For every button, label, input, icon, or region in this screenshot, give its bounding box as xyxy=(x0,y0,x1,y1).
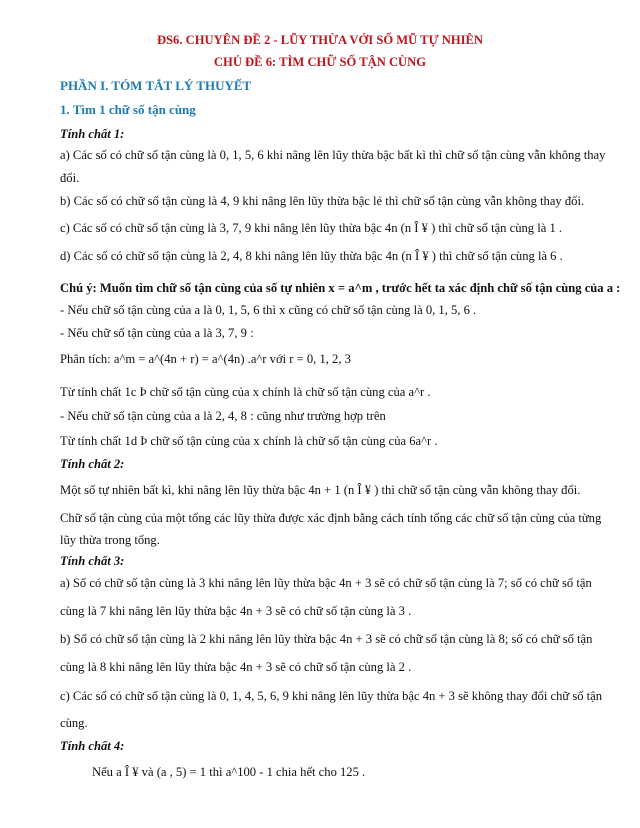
property-3-heading: Tính chất 3: xyxy=(60,554,125,568)
note-case-3: - Nếu chữ số tận cùng của a là 2, 4, 8 : cũng như trường hợp trên xyxy=(60,409,386,423)
property-1c: c) Các số có chữ số tận cùng là 3, 7, 9 khi nâng lên lũy thừa bậc 4n (n Î ¥ ) thì chữ số tận cùng là 1 . xyxy=(60,221,563,235)
property-3c-line1: c) Các số có chữ số tận cùng là 0, 1, 4, 5, 6, 9 khi nâng lên lũy thừa bậc 4n + 3 sẽ không thay đổi chữ số tận xyxy=(60,689,603,703)
note-conclusion-2: Từ tính chất 1d Þ chữ số tận cùng của x chính là chữ số tận cùng của 6a^r . xyxy=(60,434,438,448)
property-3a-line2: cùng là 7 khi nâng lên lũy thừa bậc 4n + 3 sẽ có chữ số tận cùng là 3 . xyxy=(60,604,412,618)
property-2-statement: Một số tự nhiên bất kì, khi nâng lên lũy thừa bậc 4n + 1 (n Î ¥ ) thì chữ số tận cùng vẫn không thay đổi. xyxy=(60,483,581,497)
property-1d: d) Các số có chữ số tận cùng là 2, 4, 8 khi nâng lên lũy thừa bậc 4n (n Î ¥ ) thì chữ số tận cùng là 6 . xyxy=(60,249,563,263)
section-heading: PHẦN I. TÓM TẮT LÝ THUYẾT xyxy=(60,78,252,93)
note-conclusion-1: Từ tính chất 1c Þ chữ số tận cùng của x chính là chữ số tận cùng của a^r . xyxy=(60,385,431,399)
property-1a-line2: đổi. xyxy=(60,171,80,185)
document-subtitle: CHỦ ĐỀ 6: TÌM CHỮ SỐ TẬN CÙNG xyxy=(213,55,427,69)
note-case-2: - Nếu chữ số tận cùng của a là 3, 7, 9 : xyxy=(60,326,254,340)
property-1b: b) Các số có chữ số tận cùng là 4, 9 khi nâng lên lũy thừa bậc lẻ thì chữ số tận cùng vẫn không thay đổi. xyxy=(60,194,585,208)
property-3b-line2: cùng là 8 khi nâng lên lũy thừa bậc 4n + 3 sẽ có chữ số tận cùng là 2 . xyxy=(60,660,412,674)
note-heading: Chú ý: Muốn tìm chữ số tận cùng của số tự nhiên x = a^m , trước hết ta xác định chữ số tận cùng của a : xyxy=(60,281,621,295)
property-1-heading: Tính chất 1: xyxy=(60,127,125,141)
note-case-1: - Nếu chữ số tận cùng của a là 0, 1, 5, 6 thì x cũng có chữ số tận cùng là 0, 1, 5, 6 . xyxy=(60,303,477,317)
property-3a-line1: a) Số có chữ số tận cùng là 3 khi nâng lên lũy thừa bậc 4n + 3 sẽ có chữ số tận cùng là 7; số có chữ số tận xyxy=(60,576,592,590)
property-2-sum-line1: Chữ số tận cùng của một tổng các lũy thừa được xác định bằng cách tính tổng các chữ số tận cùng của từng xyxy=(60,511,602,525)
property-2-sum-line2: lũy thừa trong tổng. xyxy=(60,533,160,547)
property-1a-line1: a) Các số có chữ số tận cùng là 0, 1, 5, 6 khi nâng lên lũy thừa bậc bất kì thì chữ số tận cùng vẫn không thay xyxy=(60,148,606,162)
property-3c-line2: cùng. xyxy=(60,716,88,730)
property-2-heading: Tính chất 2: xyxy=(60,457,125,471)
subsection-heading: 1. Tìm 1 chữ số tận cùng xyxy=(60,102,196,117)
document-title: ĐS6. CHUYÊN ĐỀ 2 - LŨY THỪA VỚI SỐ MŨ TỰ NHIÊN xyxy=(156,33,484,47)
note-analysis: Phân tích: a^m = a^(4n + r) = a^(4n) .a^r với r = 0, 1, 2, 3 xyxy=(60,352,351,366)
property-3b-line1: b) Số có chữ số tận cùng là 2 khi nâng lên lũy thừa bậc 4n + 3 sẽ có chữ số tận cùng là 8; số có chữ số tận xyxy=(60,632,593,646)
property-4-heading: Tính chất 4: xyxy=(60,739,125,753)
property-4-statement: Nếu a Î ¥ và (a , 5) = 1 thì a^100 - 1 chia hết cho 125 . xyxy=(92,765,366,779)
